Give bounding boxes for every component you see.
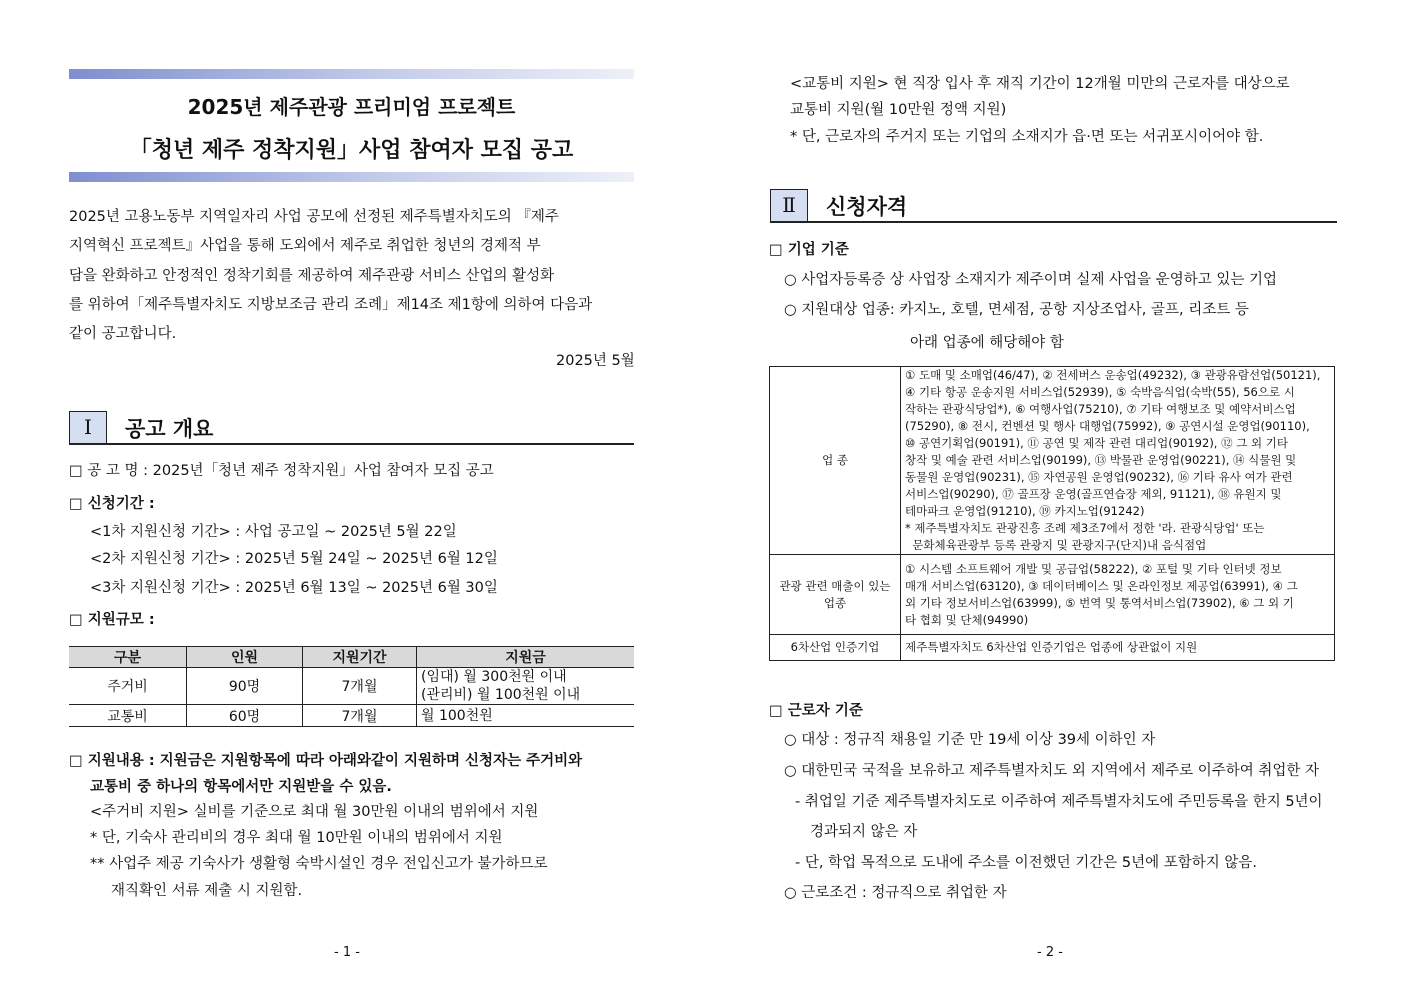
- worker-criteria-heading: □ 근로자 기준: [769, 703, 863, 719]
- table-cell-line: 작하는 관광식당업*), ⑥ 여행사업(75210), ⑦ 기타 여행보조 및 예약서비스업: [905, 402, 1296, 416]
- apply-period-3: <3차 지원신청 기간> : 2025년 6월 13일 ~ 2025년 6월 30일: [90, 580, 498, 596]
- title-bottom-bar: [69, 172, 634, 182]
- support-content-line: □ 지원내용 : 지원금은 지원항목에 따라 아래와같이 지원하며 신청자는 주거비와: [69, 753, 583, 769]
- table-cell-line: (관리비) 월 100천원 이내: [421, 687, 581, 703]
- section-1-number: Ⅰ: [69, 411, 107, 444]
- page-number: - 2 -: [1037, 945, 1063, 960]
- page-number: - 1 -: [334, 945, 360, 960]
- section-2-header: [770, 189, 1337, 223]
- table-cell: [417, 668, 635, 705]
- notice-date: 2025년 5월: [556, 353, 635, 369]
- worker-criteria-line: - 단, 학업 목적으로 도내에 주소를 이전했던 기간은 5년에 포함하지 않음.: [795, 855, 1257, 871]
- company-criteria-line: ○ 사업자등록증 상 사업장 소재지가 제주이며 실제 사업을 운영하고 있는 기업: [784, 272, 1277, 288]
- table-cell-line: 서비스업(90290), ⑰ 골프장 운영(골프연습장 제외, 91121), ⑱ 유원지 및: [905, 487, 1282, 501]
- section-1-title: 공고 개요: [125, 417, 214, 441]
- table-cell: 60명: [187, 705, 303, 727]
- company-criteria-heading: □ 기업 기준: [769, 242, 849, 258]
- intro-line: 지역혁신 프로젝트』사업을 통해 도외에서 제주로 취업한 청년의 경제적 부: [69, 238, 541, 254]
- table-row: [770, 367, 1335, 555]
- table-cell-line: 매개 서비스업(63120), ③ 데이터베이스 및 온라인정보 제공업(63991), ④ 그: [905, 578, 1298, 593]
- table-cell: 7개월: [303, 668, 417, 705]
- table-header-row: [69, 647, 634, 668]
- table-cell: 90명: [187, 668, 303, 705]
- table-header: 업 종: [770, 367, 901, 555]
- table-cell: 교통비: [69, 705, 187, 727]
- page-1: [0, 0, 700, 992]
- table-cell-line: 타 협회 및 단체(94990): [905, 612, 1029, 627]
- intro-line: 를 위하여「제주특별자치도 지방보조금 관리 조례」제14조 제1항에 의하여 다음과: [69, 297, 593, 313]
- table-header: 관광 관련 매출이 있는 업종: [770, 555, 901, 635]
- table-cell-line: ① 시스템 소프트웨어 개발 및 공급업(58222), ② 포털 및 기타 인터넷 정보: [905, 561, 1282, 576]
- apply-period-heading: □ 신청기간 :: [69, 496, 155, 512]
- apply-period-2: <2차 지원신청 기간> : 2025년 5월 24일 ~ 2025년 6월 12일: [90, 551, 498, 567]
- table-cell: 제주특별자치도 6차산업 인증기업은 업종에 상관없이 지원: [901, 635, 1335, 661]
- table-cell-line: 외 기타 정보서비스업(63999), ⑤ 번역 및 통역서비스업(73902), ⑥ 그 외 기: [905, 595, 1294, 610]
- table-row: [69, 705, 634, 727]
- worker-criteria-line: ○ 대상 : 정규직 채용일 기준 만 19세 이상 39세 이하인 자: [784, 732, 1156, 748]
- table-row: [770, 635, 1335, 661]
- intro-line: 2025년 고용노동부 지역일자리 사업 공모에 선정된 제주특별자치도의 『제주: [69, 209, 559, 225]
- company-criteria-line: 아래 업종에 해당해야 함: [910, 335, 1064, 351]
- table-cell: 월 100천원: [417, 705, 635, 727]
- support-content-line: 교통비 중 하나의 항목에서만 지원받을 수 있음.: [90, 779, 392, 795]
- table-cell-line: * 제주특별자치도 관광진흥 조례 제3조7에서 정한 '라. 관광식당업' 또는: [905, 521, 1265, 535]
- table-cell-line: 문화체육관광부 등록 관광지 및 관광지구(단지)내 음식점업: [905, 538, 1207, 552]
- table-cell-line: 동물원 운영업(90231), ⑮ 자연공원 운영업(90232), ⑯ 기타 유사 여가 관련: [905, 470, 1293, 484]
- worker-criteria-line: 경과되지 않은 자: [810, 824, 918, 840]
- table-cell-line: (75290), ⑧ 전시, 컨벤션 및 행사 대행업(75992), ⑨ 공연시설 운영업(90110),: [905, 419, 1310, 433]
- table-cell: [901, 555, 1335, 635]
- transport-line: 교통비 지원(월 10만원 정액 지원): [790, 102, 1007, 118]
- notice-name: □ 공 고 명 : 2025년「청년 제주 정착지원」사업 참여자 모집 공고: [69, 463, 494, 479]
- table-row: [770, 555, 1335, 635]
- table-row: [69, 668, 634, 705]
- section-1-header: [69, 411, 634, 445]
- intro-line: 담을 완화하고 안정적인 정착기회를 제공하여 제주관광 서비스 산업의 활성화: [69, 268, 555, 284]
- support-content-line: <주거비 지원> 실비를 기준으로 최대 월 30만원 이내의 범위에서 지원: [90, 804, 539, 820]
- worker-criteria-line: ○ 근로조건 : 정규직으로 취업한 자: [784, 885, 1007, 901]
- transport-line: <교통비 지원> 현 직장 입사 후 재직 기간이 12개월 미만의 근로자를 대상으로: [790, 76, 1290, 92]
- support-content-line: 재직확인 서류 제출 시 지원함.: [111, 883, 303, 899]
- intro-line: 같이 공고합니다.: [69, 326, 177, 342]
- transport-line: * 단, 근로자의 주거지 또는 기업의 소재지가 읍·면 또는 서귀포시이어야 함.: [790, 129, 1264, 145]
- table-header: 인원: [187, 647, 303, 668]
- support-content-line: * 단, 기숙사 관리비의 경우 최대 월 10만원 이내의 범위에서 지원: [90, 830, 503, 846]
- table-header: 6차산업 인증기업: [770, 635, 901, 661]
- support-content-line: ** 사업주 제공 기숙사가 생활형 숙박시설인 경우 전입신고가 불가하므로: [90, 856, 548, 872]
- apply-period-1: <1차 지원신청 기간> : 사업 공고일 ~ 2025년 5월 22일: [90, 524, 457, 540]
- table-cell-line: 테마파크 운영업(91210), ⑲ 카지노업(91242): [905, 504, 1145, 518]
- table-header: 구분: [69, 647, 187, 668]
- table-header: 지원기간: [303, 647, 417, 668]
- section-2-title: 신청자격: [826, 195, 908, 219]
- table-cell: 7개월: [303, 705, 417, 727]
- table-cell: [901, 367, 1335, 555]
- worker-criteria-line: - 취업일 기준 제주특별자치도로 이주하여 제주특별자치도에 주민등록을 한지 5년이: [795, 794, 1323, 810]
- support-scale-table: [69, 646, 634, 727]
- table-cell: 주거비: [69, 668, 187, 705]
- title-top-bar: [69, 69, 634, 79]
- table-cell-line: (임대) 월 300천원 이내: [421, 669, 567, 685]
- table-header: 지원금: [417, 647, 635, 668]
- table-cell-line: ⑩ 공연기획업(90191), ⑪ 공연 및 제작 관련 대리업(90192), ⑫ 그 외 기타: [905, 436, 1289, 450]
- support-scale-heading: □ 지원규모 :: [69, 612, 155, 628]
- table-cell-line: 창작 및 예술 관련 서비스업(90199), ⑬ 박물관 운영업(90221), ⑭ 식물원 및: [905, 453, 1297, 467]
- page-2: [700, 0, 1403, 992]
- title-line-2: 「청년 제주 정착지원」사업 참여자 모집 공고: [129, 138, 574, 163]
- table-cell-line: ④ 기타 항공 운송지원 서비스업(52939), ⑤ 숙박음식업(숙박(55), 56으로 시: [905, 385, 1295, 399]
- industry-table: [769, 366, 1335, 661]
- company-criteria-line: ○ 지원대상 업종: 카지노, 호텔, 면세점, 공항 지상조업사, 골프, 리조트 등: [784, 302, 1249, 318]
- section-2-number: Ⅱ: [770, 189, 808, 222]
- worker-criteria-line: ○ 대한민국 국적을 보유하고 제주특별자치도 외 지역에서 제주로 이주하여 취업한 자: [784, 763, 1319, 779]
- table-cell-line: ① 도매 및 소매업(46/47), ② 전세버스 운송업(49232), ③ 관광유람선업(50121),: [905, 368, 1321, 382]
- title-line-1: 2025년 제주관광 프리미엄 프로젝트: [187, 95, 516, 119]
